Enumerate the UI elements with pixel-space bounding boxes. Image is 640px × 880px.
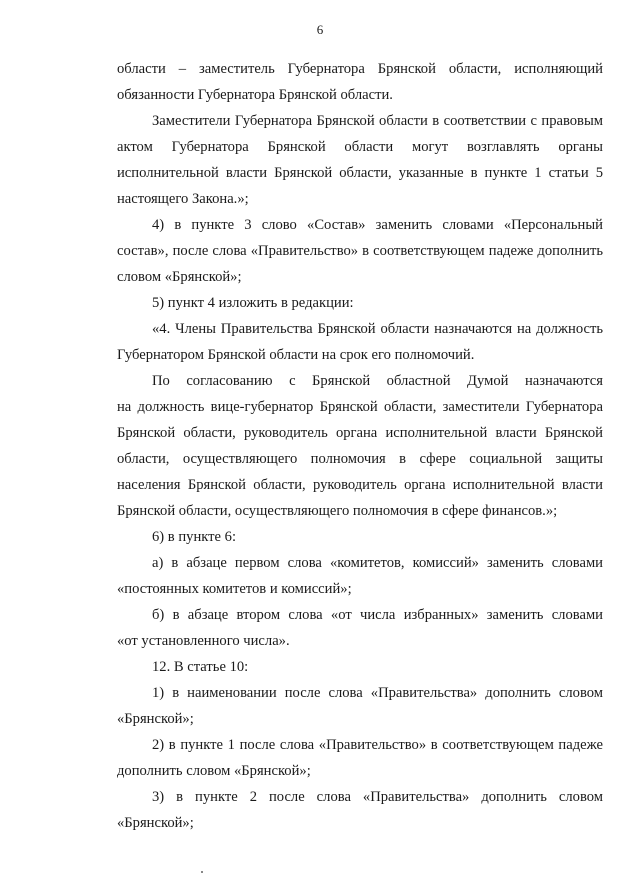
text-line: «от установленного числа». bbox=[117, 633, 290, 649]
text-line: Губернатором Брянской области на срок его полномочий. bbox=[117, 347, 475, 363]
text-line: «постоянных комитетов и комиссий»; bbox=[117, 581, 352, 597]
text-line: 4) в пункте 3 слово «Состав» заменить словами «Персональный bbox=[152, 217, 603, 233]
text-line: б) в абзаце втором слова «от числа избранных» заменить словами bbox=[152, 607, 603, 623]
text-line: 6) в пункте 6: bbox=[152, 529, 237, 545]
text-line: Заместители Губернатора Брянской области в соответствии с правовым bbox=[152, 113, 603, 129]
page-number: 6 bbox=[316, 22, 324, 37]
text-line: Брянской области, осуществляющего полномочия в сфере финансов.»; bbox=[117, 503, 558, 519]
text-line: а) в абзаце первом слова «комитетов, комиссий» заменить словами bbox=[152, 555, 603, 571]
text-line: словом «Брянской»; bbox=[117, 269, 242, 285]
text-line: актом Губернатора Брянской области могут возглавлять органы bbox=[117, 139, 603, 155]
text-line: 3) в пункте 2 после слова «Правительства» дополнить словом bbox=[152, 789, 603, 805]
text-line: 2) в пункте 1 после слова «Правительство» в соответствующем падеже bbox=[152, 737, 603, 753]
text-line: обязанности Губернатора Брянской области. bbox=[117, 87, 393, 103]
text-line: области – заместитель Губернатора Брянской области, исполняющий bbox=[117, 61, 603, 77]
text-line: настоящего Закона.»; bbox=[117, 191, 249, 207]
text-line: 12. В статье 10: bbox=[152, 659, 249, 675]
text-line: «Брянской»; bbox=[117, 815, 194, 831]
text-line: 1) в наименовании после слова «Правительства» дополнить словом bbox=[152, 685, 603, 701]
text-line: «4. Члены Правительства Брянской области назначаются на должность bbox=[152, 321, 603, 337]
scan-speck bbox=[201, 871, 203, 873]
text-line: области, осуществляющего полномочия в сфере социальной защиты bbox=[117, 451, 603, 467]
text-line: По согласованию с Брянской областной Думой назначаются bbox=[152, 373, 603, 389]
text-line: дополнить словом «Брянской»; bbox=[117, 763, 311, 779]
text-line: «Брянской»; bbox=[117, 711, 194, 727]
text-line: состав», после слова «Правительство» в соответствующем падеже дополнить bbox=[117, 243, 603, 259]
text-line: исполнительной власти Брянской области, указанные в пункте 1 статьи 5 bbox=[117, 165, 603, 181]
text-line: Брянской области, руководитель органа исполнительной власти Брянской bbox=[117, 425, 603, 441]
text-line: населения Брянской области, руководитель органа исполнительной власти bbox=[117, 477, 603, 493]
text-line: на должность вице-губернатор Брянской области, заместители Губернатора bbox=[117, 399, 603, 415]
text-line: 5) пункт 4 изложить в редакции: bbox=[152, 295, 354, 311]
